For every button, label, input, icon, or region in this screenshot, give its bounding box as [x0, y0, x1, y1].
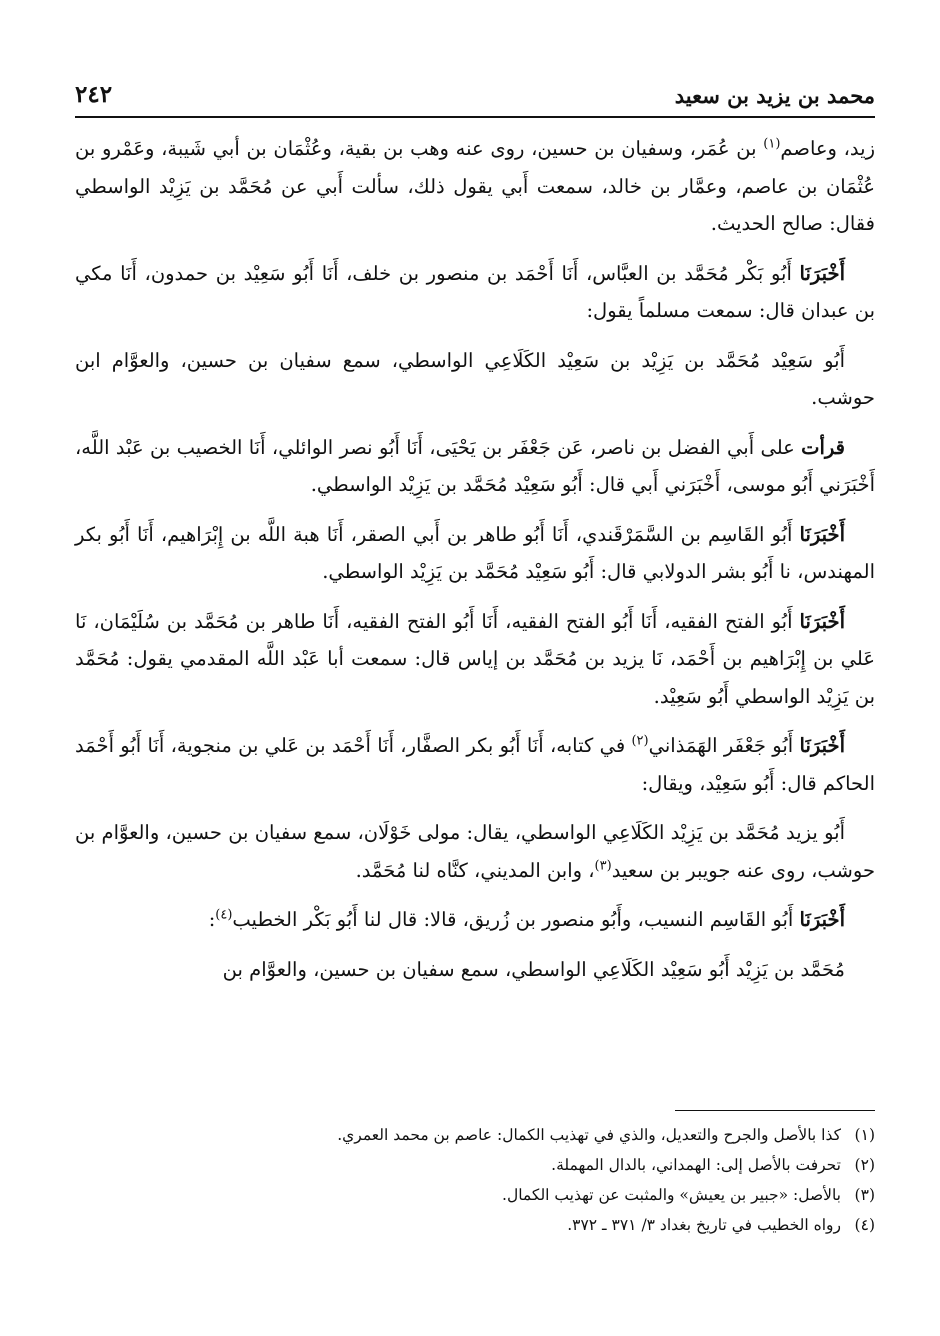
running-title: محمد بن يزيد بن سعيد — [674, 83, 875, 108]
footnote — [75, 1120, 875, 1150]
footnote-number: (١) — [854, 1126, 875, 1144]
text-segment: بن عُمَر، وسفيان بن حسين، روى عنه وهب بن بقية، وعُثْمَان بن أبي شَيبة، وعَمْرو بن عُثْمَان بن عاصم، وعمَّار بن خالد، سمعت أَبي يقول ذلك، سألت أَبي عن مُحَمَّد بن يَزِيْد الواسطي فقال: صالح الحديث. — [75, 137, 875, 235]
footnote-text: بالأصل: «جبير بن يعيش» والمثبت عن تهذيب الكمال. — [502, 1186, 841, 1204]
text-segment: أَبُو جَعْفَر الهَمَذاني — [648, 734, 800, 757]
paragraph — [75, 130, 875, 243]
text-segment: أَبُو بَكْر مُحَمَّد بن العبَّاس، أَنَا أَحْمَد بن منصور بن خلف، أَنَا أَبُو سَعِيْد بن حمدون، أَنَا مكي بن عبدان قال: سمعت مسلماً يقول: — [75, 261, 875, 322]
text-segment: أَبُو سَعِيْد مُحَمَّد بن يَزِيْد بن سَعِيْد الكَلَاعِي الواسطي، سمع سفيان بن حسين، والعوَّام ابن حوشب. — [75, 348, 875, 409]
paragraph-lead-word: أَخْبَرَنَا — [799, 609, 845, 633]
paragraph — [75, 342, 875, 417]
page-number: ٢٤٢ — [75, 81, 113, 108]
text-segment: أَبُو يزيد مُحَمَّد بن يَزِيْد الكَلَاعِي الواسطي، يقال: مولى خَوْلَان، سمع سفيان بن حسين، والعوَّام بن حوشب، روى عنه جويبر بن سعيد — [75, 821, 875, 882]
paragraph — [75, 951, 875, 989]
footnote-text: كذا بالأصل والجرح والتعديل، والذي في تهذيب الكمال: عاصم بن محمد العمري. — [337, 1126, 841, 1144]
text-segment: مُحَمَّد بن يَزِيْد أَبُو سَعِيْد الكَلَاعِي الواسطي، سمع سفيان بن حسين، والعوَّام بن — [222, 957, 845, 981]
paragraph — [75, 603, 875, 716]
text-segment: في كتابه، أَنَا أَبُو بكر الصفَّار، أَنَا أَحْمَد بن عَلي بن منجوية، أَنَا أَبُو أَحْمَد الحاكم قال: أَبُو سَعِيْد، ويقال: — [75, 734, 875, 795]
paragraph-lead-word: أَخْبَرَنَا — [799, 522, 845, 546]
text-segment: أَبُو القَاسِم النسيب، وأَبُو منصور بن زُريق، قالا: قال لنا أَبُو بَكْر الخطيب — [232, 908, 800, 931]
paragraph-lead-word: أَخْبَرَنَا — [799, 734, 845, 757]
footnote-text: رواه الخطيب في تاريخ بغداد ٣/ ٣٧١ ـ ٣٧٢. — [567, 1216, 841, 1234]
footnote — [75, 1150, 875, 1180]
paragraph — [75, 255, 875, 330]
paragraph — [75, 516, 875, 591]
main-text — [75, 130, 875, 1000]
footnote-number: (٤) — [854, 1216, 875, 1234]
text-segment: أَبُو القَاسِم بن السَّمَرْقَندي، أَنَا أَبُو طاهر بن أَبي الصقر، أَنَا هبة اللَّه بن إِبْرَاهيم، أَنَا أَبُو بكر المهندس، نا أَبُو بشر الدولابي قال: أَبُو سَعِيْد مُحَمَّد بن يَزِيْد الواسطي. — [75, 522, 875, 583]
footnotes — [75, 1120, 875, 1240]
paragraph — [75, 727, 875, 802]
page-header — [75, 58, 875, 108]
paragraph-lead-word: أَخْبَرَنَا — [799, 261, 845, 285]
paragraph — [75, 901, 875, 939]
footnote — [75, 1180, 875, 1210]
footnote-number: (٣) — [854, 1186, 875, 1204]
footnote-reference: (١) — [763, 136, 781, 152]
text-segment: : — [208, 908, 216, 931]
footnote-reference: (٤) — [215, 907, 233, 923]
text-segment: ، وابن المديني، كنَّاه لنا مُحَمَّد. — [355, 858, 595, 882]
paragraph — [75, 814, 875, 889]
text-segment: أَبُو الفتح الفقيه، أَنَا أَبُو الفتح الفقيه، أَنَا أَبُو الفتح الفقيه، أَنَا طاهر بن مُحَمَّد بن سُلَيْمَان، نَا عَلي بن إِبْرَاهيم بن أَحْمَد، نَا يزيد بن مُحَمَّد بن إياس قال: سمعت أبا عَبْد اللَّه المقدمي يقول: مُحَمَّد بن يَزِيْد الواسطي أَبُو سَعِيْد. — [75, 609, 875, 708]
footnote-separator — [675, 1110, 875, 1111]
header-rule — [75, 116, 875, 118]
footnote — [75, 1210, 875, 1240]
footnote-number: (٢) — [854, 1156, 875, 1174]
footnote-reference: (٣) — [594, 858, 612, 873]
footnote-reference: (٢) — [631, 733, 649, 749]
paragraph-lead-word: قرأت — [801, 435, 845, 459]
paragraph — [75, 429, 875, 504]
text-segment: على أَبي الفضل بن ناصر، عَن جَعْفَر بن يَحْيَى، أَنَا أَبُو نصر الوائلي، أَنَا الخصيب بن عَبْد اللَّه، أَخْبَرَني أَبُو موسى، أَخْبَرَني أَبي قال: أَبُو سَعِيْد مُحَمَّد بن يَزِيْد الواسطي. — [75, 435, 875, 496]
paragraph-lead-word: أَخْبَرَنَا — [799, 908, 845, 931]
footnote-text: تحرفت بالأصل إلى: الهمداني، بالدال المهملة. — [551, 1156, 841, 1174]
text-segment: زيد، وعاصم — [780, 137, 875, 160]
